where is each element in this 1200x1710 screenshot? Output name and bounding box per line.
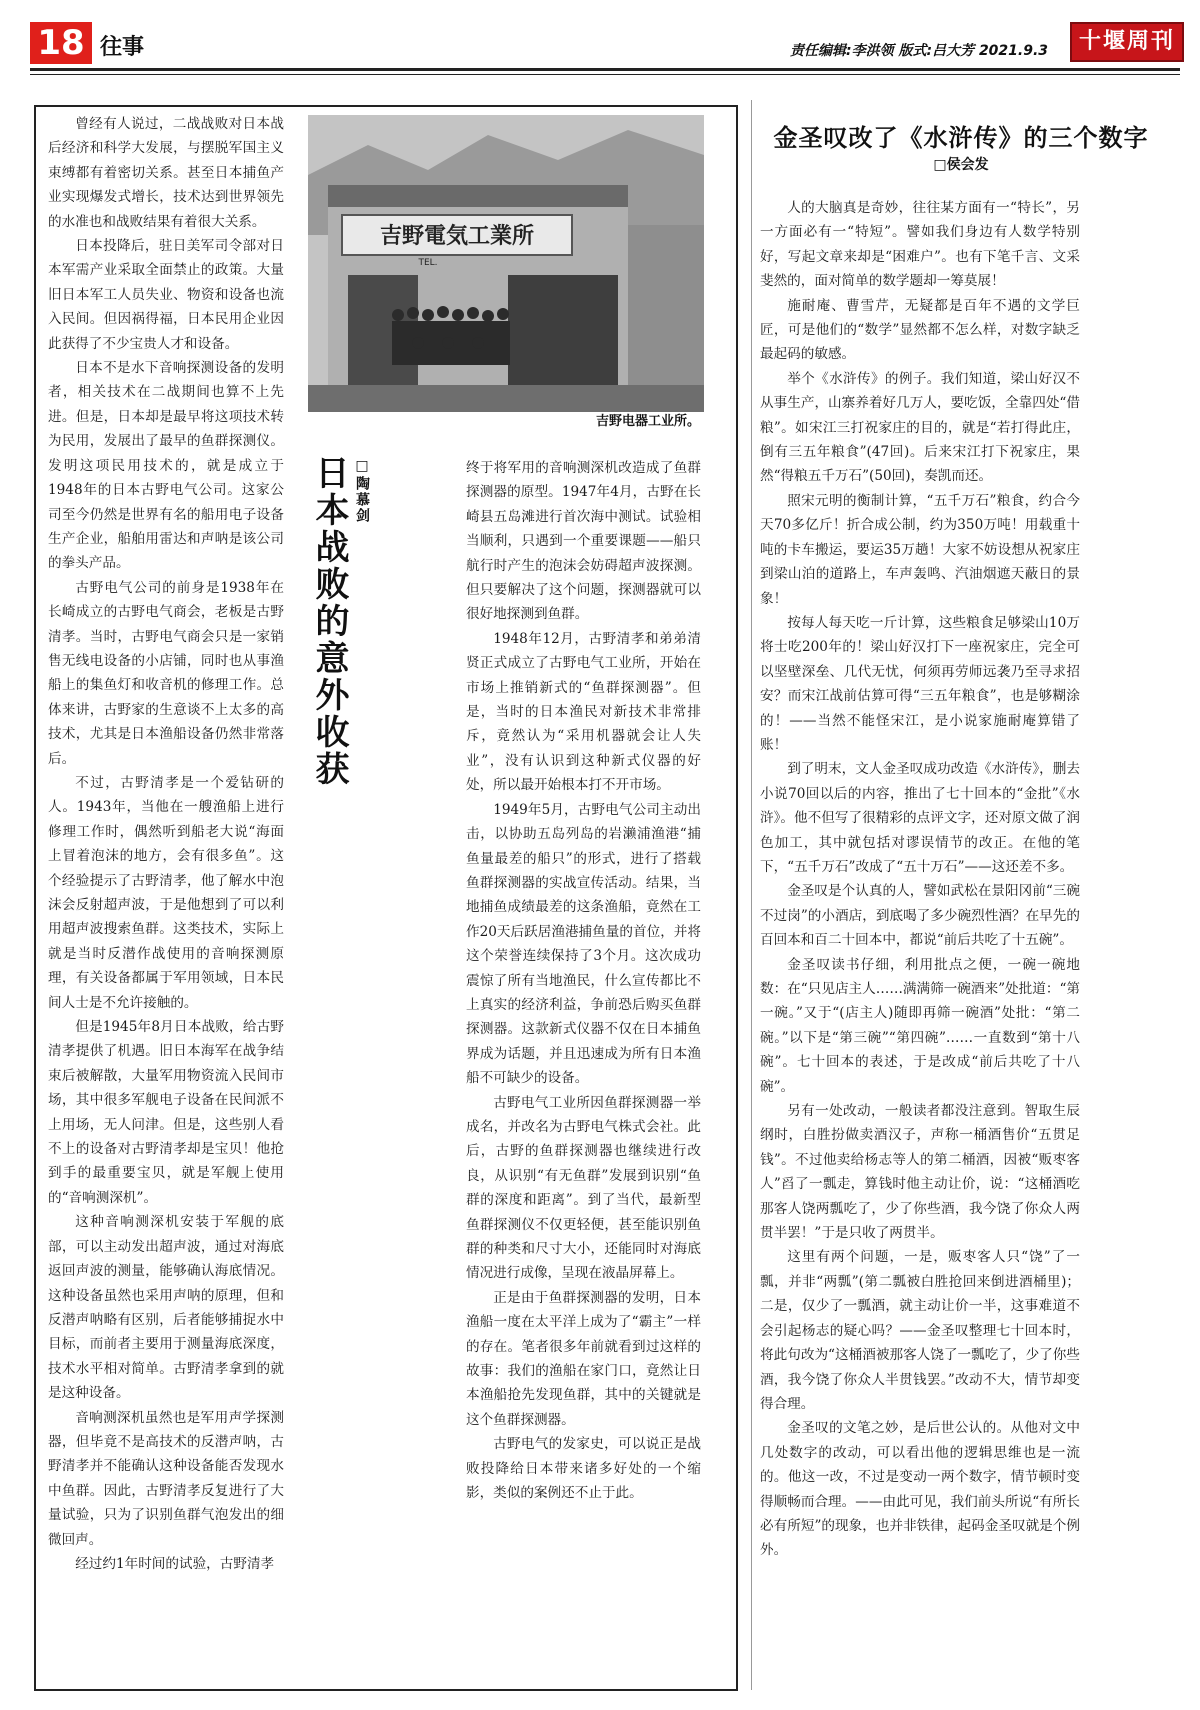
left-article-column-1: [48, 112, 284, 1682]
paragraph: 日本不是水下音响探测设备的发明者，相关技术在二战期间也算不上先进。但是，日本却是最早将这项技术转为民用，发展出了最早的鱼群探测仪。发明这项民用技术的，就是成立于1948年的日本古野电气公司。这家公司至今仍然是世界有名的船用电子设备生产企业，船舶用雷达和声呐是该公司的拳头产品。: [48, 360, 284, 572]
paragraph: 金圣叹的文笔之妙，是后世公认的。从他对文中几处数字的改动，可以看出他的逻辑思维也是一流的。他这一改，不过是变动一两个数字，情节顿时变得顺畅而合理。——由此可见，我们前头所说“有所长必有所短”的现象，也并非铁律，起码金圣叹就是个例外。: [760, 1420, 1080, 1559]
paragraph: 照宋元明的衡制计算，“五千万石”粮食，约合今天70多亿斤！折合成公制，约为350万吨！用载重十吨的卡车搬运，要运35万趟！大家不妨设想从祝家庄到梁山泊的道路上，车声轰鸣、汽油烟遮天蔽日的景象！: [760, 492, 1080, 607]
paragraph: 这里有两个问题，一是，贩枣客人只“饶”了一瓢，并非“两瓢”(第二瓢被白胜抢回来倒进酒桶里)；二是，仅少了一瓢酒，就主动让价一半，这事难道不会引起杨志的疑心吗？——金圣叹整理七十回本时，将此句改为“这桶酒被那客人饶了一瓢吃了，少了你些酒，我今饶了你众人半贯钱罢。”改动不大，情节却变得合理。: [760, 1249, 1080, 1412]
paragraph: 举个《水浒传》的例子。我们知道，梁山好汉不从事生产，山寨养着好几万人，要吃饭，全靠四处“借粮”。如宋江三打祝家庄的目的，就是“若打得此庄，倒有三五年粮食”(47回)。后来宋江打下祝家庄，果然“得粮五千万石”(50回)，奏凯而还。: [760, 370, 1080, 485]
paragraph: 日本投降后，驻日美军司令部对日本军需产业采取全面禁止的政策。大量旧日本军工人员失业、物资和设备也流入民间。但因祸得福，日本民用企业因此获得了不少宝贵人才和设备。: [48, 238, 284, 352]
paragraph: 古野电气工业所因鱼群探测器一举成名，并改名为古野电气株式会社。此后，古野的鱼群探测器也继续进行改良，从识别“有无鱼群”发展到识别“鱼群的深度和距离”。到了当代，最新型鱼群探测仪不仅更轻便，甚至能识别鱼群的种类和尺寸大小，还能同时对海底情况进行成像，呈现在液晶屏幕上。: [466, 1094, 701, 1282]
paragraph: 人的大脑真是奇妙，往往某方面有一“特长”，另一方面必有一“特短”。譬如我们身边有人数学特别好，写起文章来却是“困难户”。也有下笔千言、文采斐然的，面对简单的数学题却一筹莫展！: [760, 200, 1080, 290]
factory-photo-illustration: [308, 115, 704, 412]
right-article-body: [760, 196, 1080, 1691]
paragraph: 古野电气公司的前身是1938年在长崎成立的古野电气商会，老板是古野清孝。当时，古野电气商会只是一家销售无线电设备的小店铺，同时也从事渔船上的集鱼灯和收音机的修理工作。总体来讲，古野家的生意谈不上太多的高技术，尤其是日本渔船设备仍然非常落后。: [48, 579, 284, 767]
paragraph: 1948年12月，古野清孝和弟弟清贤正式成立了古野电气工业所，开始在市场上推销新式的“鱼群探测器”。但是，当时的日本渔民对新技术非常排斥，竟然认为“采用机器就会让人失业”，没有认识到这种新式仪器的好处，所以最开始根本打不开市场。: [466, 630, 701, 794]
paragraph: 正是由于鱼群探测器的发明，日本渔船一度在太平洋上成为了“霸主”一样的存在。笔者很多年前就看到过这样的故事：我们的渔船在家门口，竟然让日本渔船抢先发现鱼群，其中的关键就是这个鱼群探测器。: [466, 1289, 701, 1428]
paragraph: 古野电气的发家史，可以说正是战败投降给日本带来诸多好处的一个缩影，类似的案例还不止于此。: [466, 1436, 701, 1502]
paragraph: 另有一处改动，一般读者都没注意到。智取生辰纲时，白胜扮做卖酒汉子，声称一桶酒售价“五贯足钱”。不过他卖给杨志等人的第二桶酒，因被“贩枣客人”舀了一瓢走，算钱时他主动让价，说：“这桶酒吃那客人饶两瓢吃了，少了你些酒，我今饶了你众人两贯半罢！”于是只收了两贯半。: [760, 1103, 1080, 1242]
paragraph: 金圣叹读书仔细，利用批点之便，一碗一碗地数：在“只见店主人……满满筛一碗酒来”处批道：“第一碗。”又于“(店主人)随即再筛一碗酒”处批：“第二碗。”以下是“第三碗”“第四碗”……一直数到“第十八碗”。七十回本的表述，于是改成“前后共吃了十八碗”。: [760, 956, 1080, 1095]
paragraph: 到了明末，文人金圣叹成功改造《水浒传》，删去小说70回以后的内容，推出了七十回本的“金批”《水浒》。他不但写了很精彩的点评文字，还对原文做了润色加工，其中就包括对谬误情节的改正。在他的笔下，“五千万石”改成了“五十万石”——这还差不多。: [760, 761, 1080, 875]
paragraph: 施耐庵、曹雪芹，无疑都是百年不遇的文学巨匠，可是他们的“数学”显然都不怎么样，对数字缺乏最起码的敏感。: [760, 297, 1080, 363]
paragraph: 终于将军用的音响测深机改造成了鱼群探测器的原型。1947年4月，古野在长崎县五岛滩进行首次海中测试。试验相当顺利，只遇到一个重要课题——船只航行时产生的泡沫会妨碍超声波探测。但只要解决了这个问题，探测器就可以很好地探测到鱼群。: [466, 460, 701, 623]
masthead-logo: 十堰周刊: [1070, 22, 1184, 62]
left-article-author: □陶慕剑: [354, 458, 370, 524]
photo-caption: 吉野电器工业所。: [595, 414, 700, 429]
right-article-title: 金圣叹改了《水浒传》的三个数字: [773, 123, 1149, 152]
page-number: 18: [30, 22, 92, 64]
paragraph: 不过，古野清孝是一个爱钻研的人。1943年，当他在一艘渔船上进行修理工作时，偶然听到船老大说“海面上冒着泡沫的地方，会有很多鱼”。这个经验提示了古野清孝，他了解水中泡沫会反射超声波，于是他想到了可以利用超声波搜索鱼群。这类技术，实际上就是当时反潜作战使用的音响探测原理，有关设备都属于军用领域，日本民间人士是不允许接触的。: [48, 774, 284, 1011]
header-rule: [30, 68, 1180, 71]
editor-credits: 责任编辑:李洪领 版式:吕大芳 2021.9.3: [790, 43, 1049, 59]
paragraph: 但是1945年8月日本战败，给古野清孝提供了机遇。旧日本海军在战争结束后被解散，大量军用物资流入民间市场，其中很多军舰电子设备在民间派不上用场，无人问津。但是，这些别人看不上的设备对古野清孝却是宝贝！他抢到手的最重要宝贝，就是军舰上使用的“音响测深机”。: [48, 1019, 284, 1206]
right-article-author: □侯会发: [933, 157, 989, 173]
paragraph: 金圣叹是个认真的人，譬如武松在景阳冈前“三碗不过岗”的小酒店，到底喝了多少碗烈性酒？在早先的百回本和百二十回本中，都说“前后共吃了十五碗”。: [760, 883, 1080, 949]
left-article-column-2: [466, 456, 701, 1682]
paragraph: 按每人每天吃一斤计算，这些粮食足够梁山10万将士吃200年的！梁山好汉打下一座祝家庄，完全可以坚壁深垒、几代无忧，何须再劳师远袭乃至寻求招安？而宋江战前估算可得“三五年粮食”，也是够糊涂的！——当然不能怪宋江，是小说家施耐庵算错了账！: [760, 614, 1080, 753]
paragraph: 经过约1年时间的试验，古野清孝: [75, 1555, 275, 1572]
paragraph: 1949年5月，古野电气公司主动出击，以协助五岛列岛的岩濑浦渔港“捕鱼量最差的船只”的形式，进行了搭载鱼群探测器的实战宣传活动。结果，当地捕鱼成绩最差的这条渔船，竟然在工作20天后跃居渔港捕鱼量的首位，并将这个荣誉连续保持了3个月。这次成功震惊了所有当地渔民，什么宣传都比不上真实的经济利益，争前恐后购买鱼群探测器。这款新式仪器不仅在日本捕鱼界成为话题，并且迅速成为所有日本渔船不可缺少的设备。: [466, 801, 701, 1087]
column-separator: [751, 100, 752, 1690]
paragraph: 曾经有人说过，二战战败对日本战后经济和科学大发展，与摆脱军国主义束缚都有着密切关系。甚至日本捕鱼产业实现爆发式增长，技术达到世界领先的水准也和战败结果有着很大关系。: [48, 116, 284, 230]
paragraph: 这种音响测深机安装于军舰的底部，可以主动发出超声波，通过对海底返回声波的测量，能够确认海底情况。这种设备虽然也采用声呐的原理，但和反潜声呐略有区别，后者能够捕捉水中目标，而前者主要用于测量海底深度，技术水平相对简单。古野清孝拿到的就是这种设备。: [48, 1214, 284, 1402]
factory-sign-tel: TEL.: [418, 258, 438, 268]
left-article-title: 日本战败的意外收获: [309, 455, 349, 788]
header-rule-thin: [30, 74, 1180, 75]
factory-sign: 吉野電気工業所: [379, 223, 535, 249]
paragraph: 音响测深机虽然也是军用声学探测器，但毕竟不是高技术的反潜声呐，古野清孝并不能确认这种设备能否发现水中鱼群。因此，古野清孝反复进行了大量试验，只为了识别鱼群气泡发出的细微回声。: [48, 1409, 284, 1548]
factory-photo: [308, 115, 704, 412]
section-title: 往事: [100, 35, 145, 60]
